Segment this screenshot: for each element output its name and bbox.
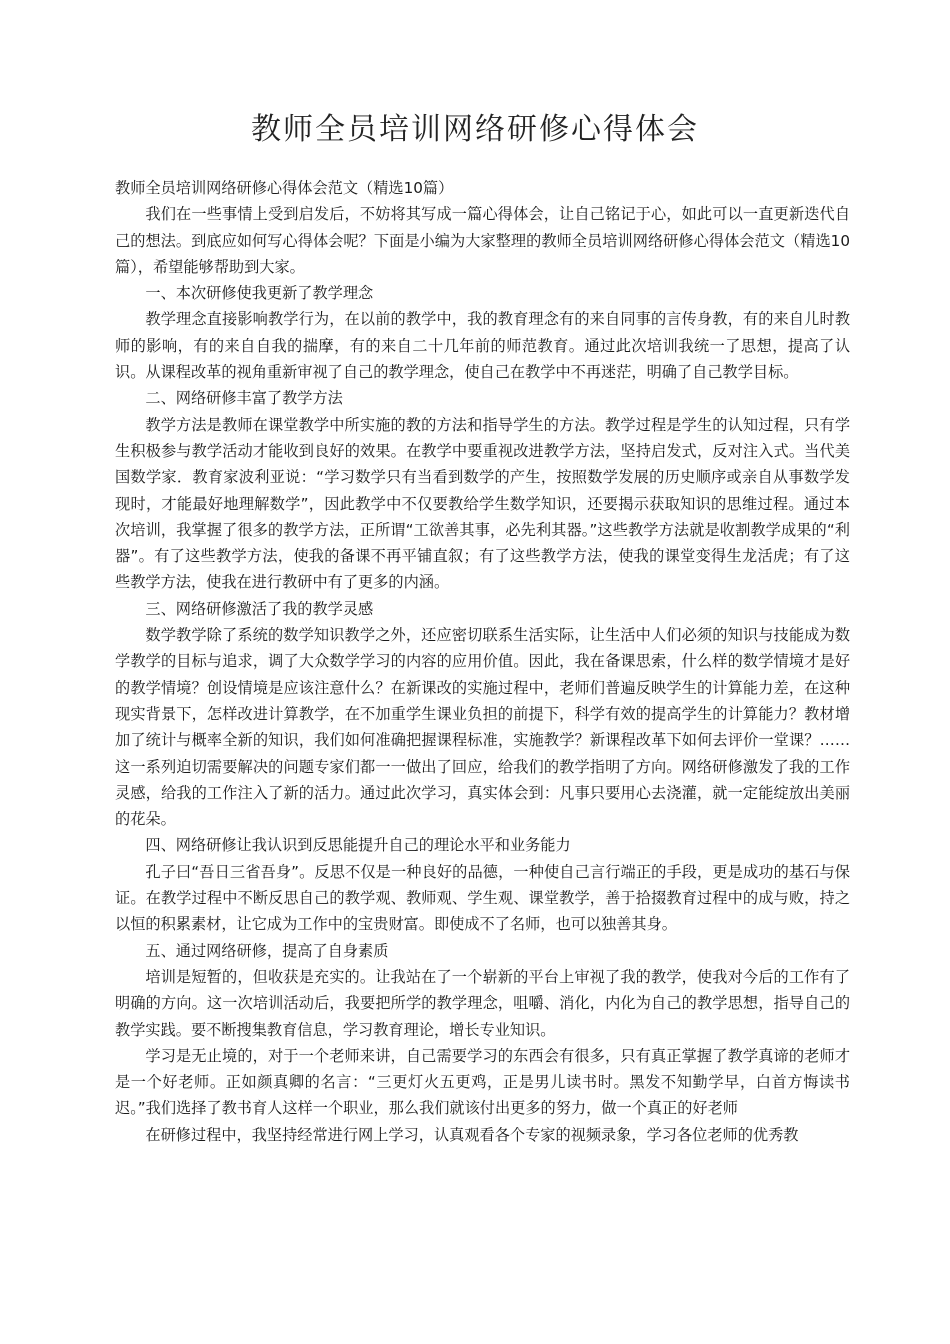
body-paragraph: 学习是无止境的，对于一个老师来讲，自己需要学习的东西会有很多，只有真正掌握了教学真谛的老师才是一个好老师。正如颜真卿的名言：“三更灯火五更鸡，正是男儿读书时。黑发不知勤学早，白首方悔读书迟。”我们选择了教书育人这样一个职业，那么我们就该付出更多的努力，做一个真正的好老师 <box>115 1046 850 1118</box>
body-paragraph: 教学方法是教师在课堂教学中所实施的教的方法和指导学生的方法。教学过程是学生的认知过程，只有学生积极参与教学活动才能收到良好的效果。在教学中要重视改进教学方法，坚持启发式，反对注入式。当代美国数学家．教育家波利亚说：“学习数学只有当看到数学的产生，按照数学发展的历史顺序或亲自从事数学发现时，才能最好地理解数学”，因此教学中不仅要教给学生数学知识，还要揭示获取知识的思维过程。通过本次培训，我掌握了很多的教学方法，正所谓“工欲善其事，必先利其器。”这些教学方法就是收割教学成果的“利器”。有了这些教学方法，使我的备课不再平铺直叙；有了这些教学方法，使我的课堂变得生龙活虎；有了这些教学方法，使我在进行教研中有了更多的内涵。 <box>115 415 850 592</box>
body-paragraph: 数学教学除了系统的数学知识教学之外，还应密切联系生活实际，让生活中人们必须的知识与技能成为数学教学的目标与追求，调了大众数学学习的内容的应用价值。因此，我在备课思索，什么样的数学情境才是好的教学情境？创设情境是应该注意什么？在新课改的实施过程中，老师们普遍反映学生的计算能力差，在这种现实背景下，怎样改进计算教学，在不加重学生课业负担的前提下，科学有效的提高学生的计算能力？教材增加了统计与概率全新的知识，我们如何准确把握课程标准，实施教学？新课程改革下如何去评价一堂课？……这一系列迫切需要解决的问题专家们都一一做出了回应，给我们的教学指明了方向。网络研修激发了我的工作灵感，给我的工作注入了新的活力。通过此次学习，真实体会到：凡事只要用心去浇灌，就一定能绽放出美丽的花朵。 <box>115 626 850 829</box>
section-heading-3: 三、网络研修激活了我的教学灵感 <box>145 599 374 618</box>
intro-paragraph: 我们在一些事情上受到启发后，不妨将其写成一篇心得体会，让自己铭记于心，如此可以一直更新迭代自己的想法。到底应如何写心得体会呢？下面是小编为大家整理的教师全员培训网络研修心得体会范文（精选10篇），希望能够帮助到大家。 <box>115 205 850 276</box>
body-paragraph: 培训是短暂的，但收获是充实的。让我站在了一个崭新的平台上审视了我的教学，使我对今后的工作有了明确的方向。这一次培训活动后，我要把所学的教学理念，咀嚼、消化，内化为自己的教学思想，指导自己的教学实践。要不断搜集教育信息，学习教育理论，增长专业知识。 <box>115 967 850 1039</box>
document-subtitle: 教师全员培训网络研修心得体会范文（精选10篇） <box>115 179 454 197</box>
section-heading-2: 二、网络研修丰富了教学方法 <box>145 389 343 408</box>
section-heading-1: 一、本次研修使我更新了教学理念 <box>145 284 374 303</box>
body-paragraph: 在研修过程中，我坚持经常进行网上学习，认真观看各个专家的视频录象，学习各位老师的优秀教 <box>145 1125 799 1144</box>
document-title: 教师全员培训网络研修心得体会 <box>251 112 699 147</box>
document-body <box>115 175 850 1148</box>
body-paragraph: 孔子曰“吾日三省吾身”。反思不仅是一种良好的品德，一种使自己言行端正的手段，更是成功的基石与保证。在教学过程中不断反思自己的教学观、教师观、学生观、课堂教学，善于拾掇教育过程中的成与败，持之以恒的积累素材，让它成为工作中的宝贵财富。即使成不了名师，也可以独善其身。 <box>115 862 850 934</box>
section-heading-4: 四、网络研修让我认识到反思能提升自己的理论水平和业务能力 <box>145 836 571 855</box>
section-heading-5: 五、通过网络研修，提高了自身素质 <box>145 941 389 960</box>
body-paragraph: 教学理念直接影响教学行为，在以前的教学中，我的教育理念有的来自同事的言传身教，有的来自儿时教师的影响，有的来自自我的揣摩，有的来自二十几年前的师范教育。通过此次培训我统一了思想，提高了认识。从课程改革的视角重新审视了自己的教学理念，使自己在教学中不再迷茫，明确了自己教学目标。 <box>115 310 850 382</box>
